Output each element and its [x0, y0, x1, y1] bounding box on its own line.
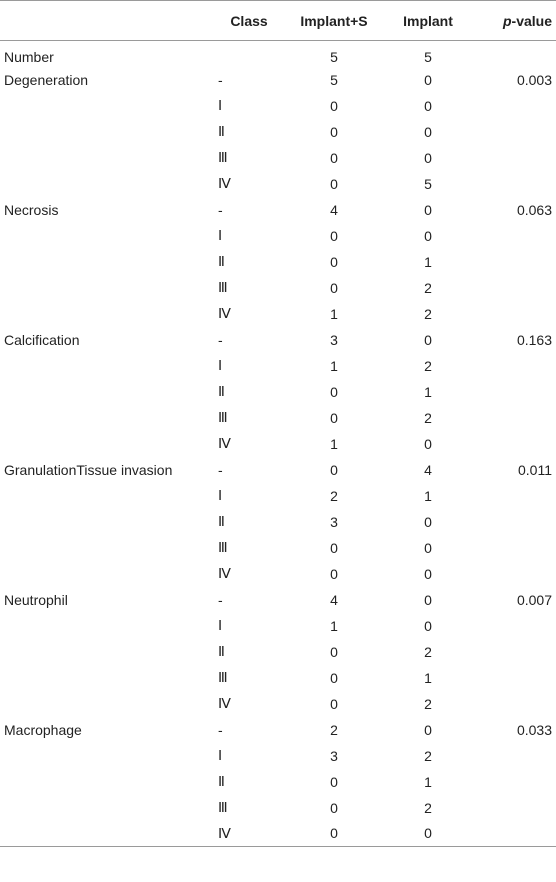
p-value-cell: [472, 249, 556, 275]
p-value-cell: [472, 665, 556, 691]
class-cell: Ⅲ: [218, 149, 228, 165]
implant-s-cell: 2: [330, 487, 338, 504]
header-p-italic: p: [502, 12, 512, 29]
class-cell: Ⅳ: [218, 175, 231, 191]
implant-s-cell: 0: [330, 565, 338, 582]
table-row: [0, 171, 556, 197]
table-row: [0, 457, 556, 483]
p-value-cell: [472, 769, 556, 795]
implant-cell: 2: [424, 747, 432, 764]
header-p-value: [472, 1, 556, 41]
table-row: [0, 197, 556, 223]
table-row: [0, 379, 556, 405]
table-row: [0, 67, 556, 93]
class-cell: Ⅳ: [214, 821, 284, 847]
parameter-cell: [0, 249, 214, 275]
implant-s-cell: 5: [330, 71, 338, 88]
p-value-cell: 0.063: [516, 201, 552, 218]
p-value-cell: [472, 275, 556, 301]
class-cell: Ⅲ: [218, 279, 228, 295]
header-implant: Implant: [384, 1, 472, 41]
implant-cell: 4: [424, 461, 432, 478]
class-cell: Ⅱ: [218, 123, 225, 139]
parameter-cell: Macrophage: [4, 721, 82, 738]
class-cell: Ⅲ: [218, 409, 228, 425]
class-cell: -: [218, 201, 223, 218]
p-value-cell: 0.163: [516, 331, 552, 348]
parameter-cell: [0, 821, 214, 847]
parameter-cell: [0, 535, 214, 561]
table-row: [0, 769, 556, 795]
parameter-cell: [0, 93, 214, 119]
header-class: Class: [214, 1, 284, 41]
p-value-cell: [472, 561, 556, 587]
implant-s-cell: 0: [330, 227, 338, 244]
implant-s-cell: 0: [330, 149, 338, 166]
implant-cell: 2: [424, 357, 432, 374]
table-row: [0, 509, 556, 535]
class-cell: -: [218, 71, 223, 88]
parameter-cell: [0, 405, 214, 431]
table-row: [0, 717, 556, 743]
class-cell: -: [218, 331, 223, 348]
class-cell: Ⅱ: [218, 643, 225, 659]
p-value-cell: 0.011: [518, 461, 552, 478]
implant-s-cell: 0: [330, 123, 338, 140]
class-cell: Ⅱ: [218, 383, 225, 399]
class-cell: -: [218, 721, 223, 738]
implant-cell: 0: [424, 721, 432, 738]
p-value-cell: [472, 405, 556, 431]
parameter-cell: [0, 561, 214, 587]
implant-cell: 1: [424, 253, 432, 270]
class-cell: Ⅳ: [218, 695, 231, 711]
table-row: [0, 327, 556, 353]
p-value-cell: [472, 93, 556, 119]
p-value-cell: [472, 509, 556, 535]
table-row: [0, 483, 556, 509]
table-row: [0, 795, 556, 821]
implant-cell: 2: [424, 643, 432, 660]
parameter-cell: Degeneration: [4, 71, 89, 88]
implant-s-cell: 0: [330, 773, 338, 790]
header-p-rest: -value: [511, 12, 552, 29]
parameter-cell: [0, 119, 214, 145]
parameter-cell: [0, 769, 214, 795]
parameter-cell: [0, 509, 214, 535]
implant-cell: 0: [424, 591, 432, 608]
parameter-cell: Neutrophil: [4, 591, 68, 608]
implant-cell: 0: [424, 227, 432, 244]
parameter-cell: [0, 275, 214, 301]
implant-cell: 1: [424, 487, 432, 504]
parameter-cell: [0, 171, 214, 197]
implant-s-cell: 0: [330, 461, 338, 478]
implant-s-cell: 4: [330, 591, 338, 608]
parameter-cell: [0, 223, 214, 249]
p-value-cell: [472, 431, 556, 457]
implant-s-cell: 1: [330, 435, 338, 452]
class-cell: Ⅰ: [218, 617, 223, 633]
class-cell: -: [218, 461, 223, 478]
p-value-cell: [472, 743, 556, 769]
table-row: [0, 691, 556, 717]
implant-s-cell: 0: [330, 97, 338, 114]
parameter-cell: [0, 639, 214, 665]
table-header: [0, 1, 556, 41]
implant-cell: 0: [424, 201, 432, 218]
p-value-cell: 0.007: [516, 591, 552, 608]
class-cell: Ⅰ: [218, 357, 223, 373]
parameter-cell: [0, 353, 214, 379]
p-value-cell: [472, 691, 556, 717]
parameter-cell: [0, 691, 214, 717]
implant-s-cell: 0: [330, 643, 338, 660]
parameter-cell: Necrosis: [4, 201, 59, 218]
class-cell: Ⅰ: [218, 747, 223, 763]
implant-s-cell: 0: [330, 175, 338, 192]
implant-s-cell: 0: [330, 669, 338, 686]
class-cell: [214, 41, 284, 67]
implant-cell: 0: [424, 149, 432, 166]
class-cell: Ⅱ: [218, 513, 225, 529]
class-cell: Ⅳ: [218, 305, 231, 321]
implant-s-cell: 4: [330, 201, 338, 218]
p-value-cell: [472, 171, 556, 197]
class-cell: Ⅰ: [218, 227, 223, 243]
parameter-cell: Number: [4, 48, 54, 65]
class-cell: Ⅲ: [218, 539, 228, 555]
p-value-cell: 0.033: [516, 721, 552, 738]
implant-s-cell: 1: [330, 357, 338, 374]
table-row: [0, 535, 556, 561]
table-row: [0, 145, 556, 171]
implant-s-cell: 0: [330, 799, 338, 816]
header-row: [0, 1, 556, 41]
implant-s-cell: 1: [330, 617, 338, 634]
implant-s-cell: 0: [284, 821, 384, 847]
parameter-cell: [0, 431, 214, 457]
table-row: [0, 275, 556, 301]
p-value-cell: 0.003: [516, 71, 552, 88]
implant-cell: 5: [424, 175, 432, 192]
implant-cell: 0: [424, 71, 432, 88]
p-value-cell: [472, 223, 556, 249]
class-cell: Ⅳ: [218, 565, 231, 581]
table-row: [0, 301, 556, 327]
parameter-cell: [0, 145, 214, 171]
p-value-cell: [472, 639, 556, 665]
class-cell: Ⅰ: [218, 487, 223, 503]
table-body: [0, 41, 556, 847]
implant-cell: 2: [424, 695, 432, 712]
parameter-cell: [0, 301, 214, 327]
implant-s-cell: 2: [330, 721, 338, 738]
table-row: [0, 639, 556, 665]
class-cell: -: [218, 591, 223, 608]
implant-s-cell: 1: [330, 305, 338, 322]
implant-cell: 0: [424, 123, 432, 140]
implant-cell: 0: [424, 97, 432, 114]
implant-s-cell: 0: [330, 409, 338, 426]
implant-cell: 0: [424, 539, 432, 556]
header-implant-s: Implant+S: [284, 1, 384, 41]
parameter-cell: [0, 379, 214, 405]
implant-cell: 2: [424, 305, 432, 322]
table-row: [0, 353, 556, 379]
table-row: [0, 743, 556, 769]
class-cell: Ⅲ: [218, 669, 228, 685]
table-row: [0, 41, 556, 67]
implant-cell: 0: [424, 513, 432, 530]
p-value-cell: [472, 119, 556, 145]
implant-s-cell: 5: [330, 48, 338, 65]
p-value-cell: [472, 535, 556, 561]
parameter-cell: Calcification: [4, 331, 80, 348]
implant-s-cell: 0: [330, 539, 338, 556]
table-row: [0, 613, 556, 639]
class-cell: Ⅰ: [218, 97, 223, 113]
table-row: [0, 405, 556, 431]
implant-cell: 1: [424, 383, 432, 400]
implant-cell: 0: [424, 617, 432, 634]
implant-s-cell: 3: [330, 331, 338, 348]
class-cell: Ⅱ: [218, 773, 225, 789]
p-value-cell: [472, 821, 556, 847]
table-row: [0, 223, 556, 249]
implant-cell: 2: [424, 799, 432, 816]
parameter-cell: [0, 613, 214, 639]
table-row: [0, 249, 556, 275]
p-value-cell: [472, 301, 556, 327]
parameter-cell: [0, 795, 214, 821]
table-row: [0, 561, 556, 587]
p-value-cell: [472, 145, 556, 171]
p-value-cell: [472, 353, 556, 379]
table-row: [0, 587, 556, 613]
implant-cell: 0: [424, 565, 432, 582]
implant-cell: 1: [424, 773, 432, 790]
p-value-cell: [472, 483, 556, 509]
implant-cell: 0: [424, 435, 432, 452]
p-value-cell: [472, 379, 556, 405]
p-value-cell: [472, 613, 556, 639]
table-row: [0, 665, 556, 691]
table-row: [0, 821, 556, 847]
parameter-cell: [0, 665, 214, 691]
parameter-cell: [0, 483, 214, 509]
implant-cell: 0: [384, 821, 472, 847]
parameter-cell: GranulationTissue invasion: [4, 461, 173, 478]
implant-cell: 0: [424, 331, 432, 348]
implant-s-cell: 3: [330, 513, 338, 530]
p-value-cell: [472, 41, 556, 67]
implant-s-cell: 0: [330, 279, 338, 296]
table-row: [0, 431, 556, 457]
implant-s-cell: 0: [330, 253, 338, 270]
implant-s-cell: 0: [330, 695, 338, 712]
implant-cell: 2: [424, 409, 432, 426]
class-cell: Ⅳ: [218, 435, 231, 451]
table-row: [0, 119, 556, 145]
implant-cell: 1: [424, 669, 432, 686]
parameter-cell: [0, 743, 214, 769]
header-parameter: [0, 1, 214, 41]
table-row: [0, 93, 556, 119]
implant-s-cell: 3: [330, 747, 338, 764]
p-value-cell: [472, 795, 556, 821]
class-cell: Ⅲ: [218, 799, 228, 815]
implant-cell: 2: [424, 279, 432, 296]
implant-cell: 5: [424, 48, 432, 65]
class-cell: Ⅱ: [218, 253, 225, 269]
implant-s-cell: 0: [330, 383, 338, 400]
